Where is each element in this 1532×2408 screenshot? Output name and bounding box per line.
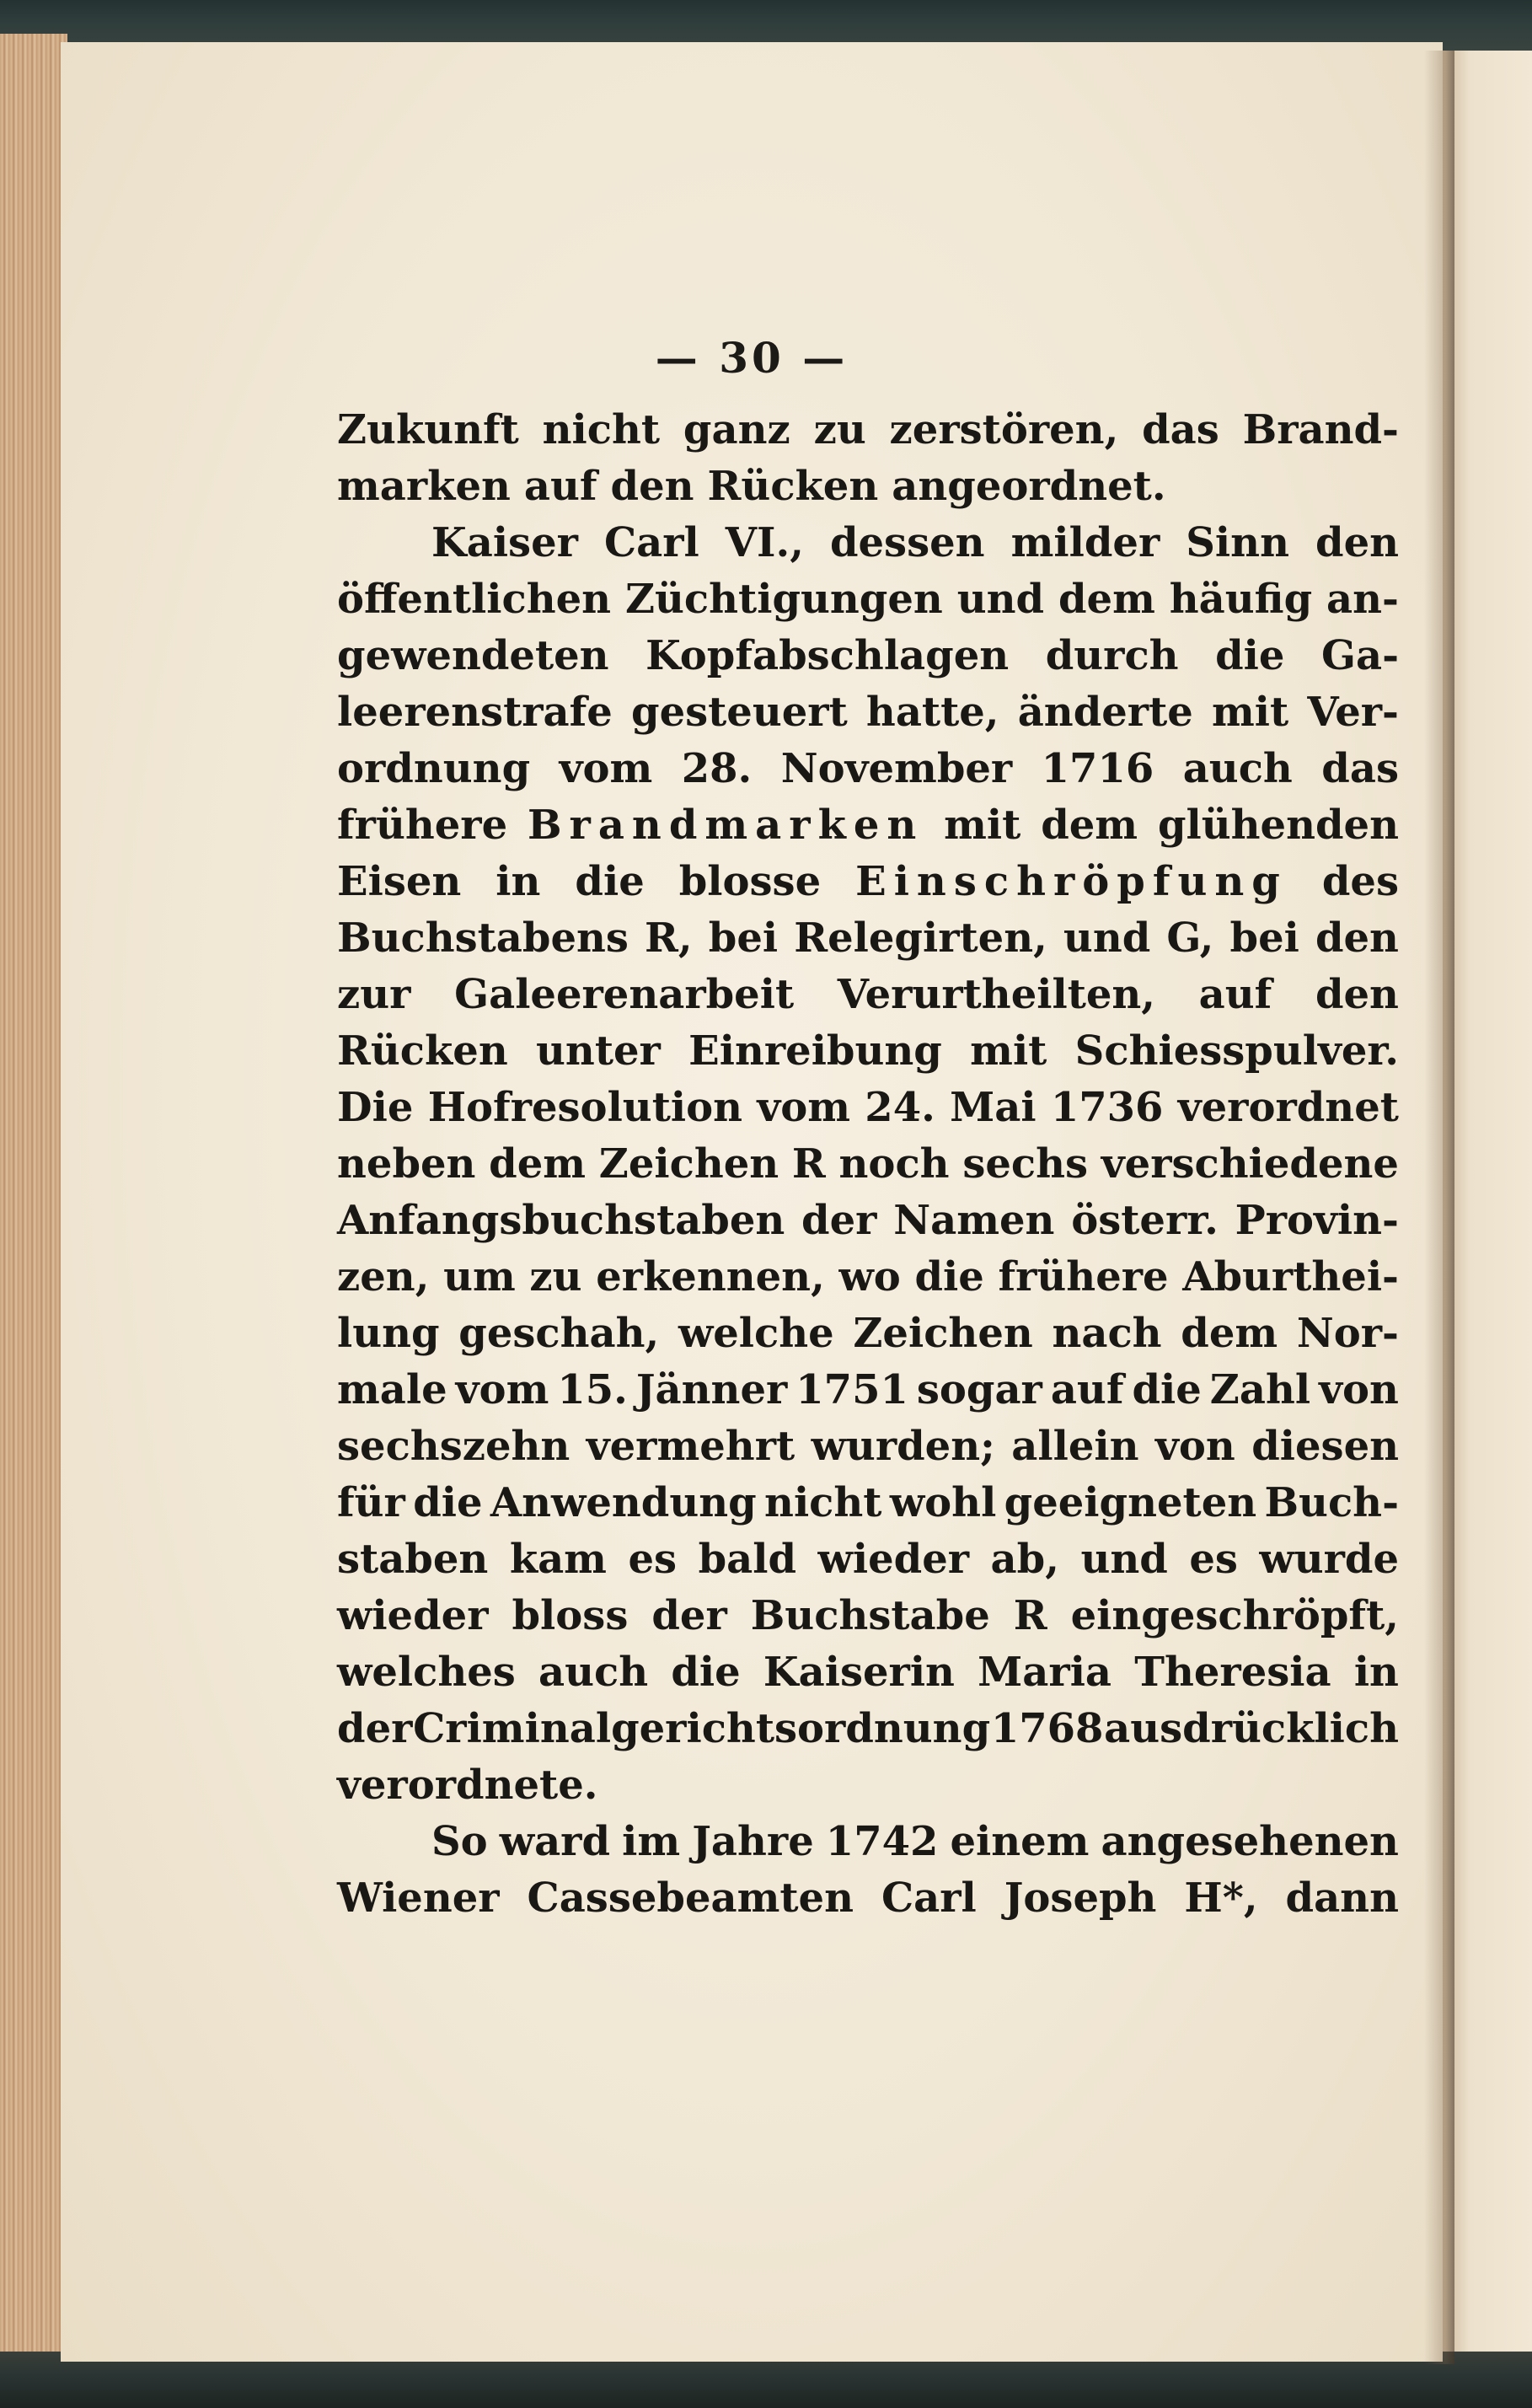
word: zu — [813, 406, 866, 453]
word: nicht — [764, 1479, 882, 1526]
word: ausdrücklich — [1104, 1705, 1399, 1752]
word: dessen — [829, 519, 985, 566]
word: geeigneten — [1004, 1479, 1257, 1526]
text-line — [337, 971, 1399, 1027]
word: wurde — [1259, 1536, 1399, 1583]
word: sogar — [916, 1366, 1042, 1413]
word: dem — [1041, 802, 1138, 849]
word: und — [1063, 914, 1151, 962]
word: mit — [970, 1027, 1047, 1075]
word: H*, — [1184, 1874, 1258, 1922]
word: wieder — [817, 1536, 970, 1583]
word: auch — [538, 1649, 649, 1696]
word: wo — [838, 1253, 901, 1301]
word: Maria — [978, 1649, 1112, 1696]
word: Aburthei- — [1182, 1253, 1399, 1301]
word: von — [1319, 1366, 1399, 1413]
word: hatte, — [865, 689, 999, 736]
word: 1768 — [990, 1705, 1104, 1752]
word: wieder — [337, 1592, 489, 1639]
word: Mai — [950, 1084, 1037, 1131]
word: gesteuert — [631, 689, 848, 736]
word: eingeschröpft, — [1070, 1592, 1399, 1639]
word: noch — [838, 1140, 950, 1188]
word: milder — [1010, 519, 1160, 566]
word: unter — [536, 1027, 661, 1075]
word: österr. — [1071, 1197, 1219, 1244]
word: Relegirten, — [794, 914, 1047, 962]
word: nicht — [542, 406, 661, 453]
word: wohl — [889, 1479, 997, 1526]
word: Buch- — [1264, 1479, 1399, 1526]
word: frühere — [337, 802, 508, 849]
word: male — [337, 1366, 447, 1413]
word: Carl — [881, 1874, 977, 1922]
word: Wiener — [337, 1874, 500, 1922]
word: mit — [1212, 689, 1289, 736]
word: auch — [1182, 745, 1293, 792]
word: vom — [757, 1084, 851, 1131]
word: 24. — [865, 1084, 935, 1131]
word: vom — [455, 1366, 549, 1413]
word: Joseph — [1004, 1874, 1157, 1922]
word: Anfangsbuchstaben — [337, 1197, 785, 1244]
word: die — [1132, 1366, 1202, 1413]
word: G, — [1166, 914, 1214, 962]
word: der — [651, 1592, 727, 1639]
word: Eisen — [337, 858, 462, 905]
word: Verurtheilten, — [837, 971, 1156, 1018]
word: Zahl — [1209, 1366, 1311, 1413]
word: bald — [698, 1536, 797, 1583]
word: von — [1154, 1423, 1235, 1470]
word: Zeichen — [853, 1310, 1033, 1357]
word: öffentlichen — [337, 576, 612, 623]
word: die — [413, 1479, 483, 1526]
word: den — [1315, 914, 1399, 962]
word: Cassebeamten — [527, 1874, 854, 1922]
word: marken — [337, 463, 511, 510]
word: welche — [678, 1310, 834, 1357]
word: Kopfabschlagen — [645, 632, 1010, 679]
word: sechs — [962, 1140, 1089, 1188]
word: 1716 — [1041, 745, 1154, 792]
word: gewendeten — [337, 632, 609, 679]
text-line — [337, 914, 1399, 971]
text-line — [337, 1253, 1399, 1310]
word: ordnung — [337, 745, 531, 792]
word: auf — [1050, 1366, 1124, 1413]
text-line — [337, 1874, 1399, 1931]
text-line — [337, 1423, 1399, 1479]
word: die — [1215, 632, 1285, 679]
word: VI., — [725, 519, 804, 566]
word: welches — [337, 1649, 516, 1696]
word: nach — [1052, 1310, 1162, 1357]
word: Jänner — [635, 1366, 788, 1413]
word: Nor- — [1296, 1310, 1399, 1357]
word: die — [671, 1649, 741, 1696]
text-line — [337, 1818, 1399, 1874]
word: angesehenen — [1101, 1818, 1399, 1865]
word: R, — [645, 914, 693, 962]
word: den — [1315, 971, 1399, 1018]
word: Ver- — [1307, 689, 1399, 736]
word: So — [431, 1818, 488, 1865]
word: blosse — [678, 858, 822, 905]
word: der — [801, 1197, 877, 1244]
text-line — [337, 1140, 1399, 1197]
text-line — [337, 1084, 1399, 1140]
word: lung — [337, 1310, 440, 1357]
word: zerstören, — [889, 406, 1119, 453]
word: vermehrt — [586, 1423, 795, 1470]
word: das — [1321, 745, 1399, 792]
word: dem — [489, 1140, 587, 1188]
word: November — [780, 745, 1013, 792]
word: änderte — [1017, 689, 1193, 736]
word: Namen — [893, 1197, 1055, 1244]
word: zen, — [337, 1253, 430, 1301]
text-line — [337, 1536, 1399, 1592]
word: Einschröpfung — [855, 858, 1288, 905]
text-line — [337, 576, 1399, 632]
word: frühere — [998, 1253, 1169, 1301]
word: diesen — [1251, 1423, 1399, 1470]
word: dem — [1058, 576, 1155, 623]
word: 28. — [681, 745, 753, 792]
word: ganz — [683, 406, 790, 453]
word: im — [622, 1818, 681, 1865]
word: der — [337, 1705, 413, 1752]
facing-page-edge — [1443, 51, 1532, 2364]
word: an- — [1326, 576, 1399, 623]
word: Anwendung — [490, 1479, 757, 1526]
word: R — [1013, 1592, 1047, 1639]
word: bloss — [512, 1592, 629, 1639]
text-line — [337, 406, 1399, 463]
word: Ga- — [1320, 632, 1399, 679]
word: es — [1189, 1536, 1238, 1583]
word: Rücken — [337, 1027, 508, 1075]
text-line — [337, 1310, 1399, 1366]
word: Rücken — [707, 463, 879, 510]
text-line — [337, 1762, 1399, 1818]
word: Buchstabens — [337, 914, 629, 962]
gutter-shadow — [1424, 51, 1454, 2364]
word: Brandmarken — [527, 802, 924, 849]
text-line — [337, 1366, 1399, 1423]
word: Die — [337, 1084, 414, 1131]
page-edges-left — [0, 34, 67, 2360]
page-number: — 30 — — [655, 333, 849, 383]
word: 15. — [557, 1366, 628, 1413]
word: für — [337, 1479, 405, 1526]
word: das — [1142, 406, 1219, 453]
word: glühenden — [1157, 802, 1399, 849]
word: Schiesspulver. — [1074, 1027, 1399, 1075]
word: dem — [1181, 1310, 1278, 1357]
word: es — [628, 1536, 678, 1583]
word: des — [1321, 858, 1399, 905]
text-line — [337, 802, 1399, 858]
word: Carl — [603, 519, 699, 566]
word: vom — [559, 745, 653, 792]
text-line — [337, 1705, 1399, 1762]
word: Galeerenarbeit — [454, 971, 795, 1018]
text-line — [337, 1649, 1399, 1705]
text-line — [337, 519, 1399, 576]
text-line — [337, 745, 1399, 802]
word: Einreibung — [688, 1027, 942, 1075]
word: staben — [337, 1536, 489, 1583]
word: die — [575, 858, 645, 905]
word: den — [1315, 519, 1399, 566]
word: in — [495, 858, 541, 905]
word: Criminalgerichtsordnung — [413, 1705, 991, 1752]
word: häufig — [1169, 576, 1313, 623]
word: wurden; — [811, 1423, 995, 1470]
word: 1751 — [795, 1366, 908, 1413]
text-line — [337, 689, 1399, 745]
word: neben — [337, 1140, 476, 1188]
text-line — [337, 463, 1399, 519]
word: zu — [529, 1253, 582, 1301]
word: 1736 — [1050, 1084, 1164, 1131]
word: auf — [523, 463, 597, 510]
word: Hofresolution — [427, 1084, 743, 1131]
word: erkennen, — [596, 1253, 825, 1301]
word: leerenstrafe — [337, 689, 613, 736]
word: dann — [1285, 1874, 1399, 1922]
book-page — [61, 42, 1443, 2362]
word: auf — [1198, 971, 1272, 1018]
text-line — [337, 1027, 1399, 1084]
word: verordnete. — [337, 1762, 598, 1809]
word: sechszehn — [337, 1423, 570, 1470]
word: bei — [708, 914, 779, 962]
word: R — [791, 1140, 826, 1188]
word: allein — [1011, 1423, 1139, 1470]
text-line — [337, 1592, 1399, 1649]
word: ab, — [990, 1536, 1059, 1583]
word: Buchstabe — [750, 1592, 990, 1639]
word: durch — [1045, 632, 1179, 679]
word: zur — [337, 971, 411, 1018]
word: Jahre — [692, 1818, 814, 1865]
word: und — [956, 576, 1045, 623]
word: 1742 — [825, 1818, 939, 1865]
word: geschah, — [458, 1310, 660, 1357]
word: verordnet — [1177, 1084, 1399, 1131]
word: in — [1353, 1649, 1399, 1696]
text-line — [337, 632, 1399, 689]
text-line — [337, 1197, 1399, 1253]
word: mit — [944, 802, 1021, 849]
word: einem — [950, 1818, 1090, 1865]
word: Provin- — [1235, 1197, 1399, 1244]
word: kam — [509, 1536, 607, 1583]
word: Züchtigungen — [624, 576, 943, 623]
word: Theresia — [1134, 1649, 1331, 1696]
word: den — [610, 463, 694, 510]
word: Sinn — [1186, 519, 1289, 566]
word: Kaiserin — [763, 1649, 955, 1696]
word: verschiedene — [1101, 1140, 1399, 1188]
word: Zukunft — [337, 406, 519, 453]
word: und — [1080, 1536, 1168, 1583]
word: angeordnet. — [892, 463, 1166, 510]
text-line — [337, 1479, 1399, 1536]
word: ward — [499, 1818, 611, 1865]
word: die — [914, 1253, 984, 1301]
text-line — [337, 858, 1399, 914]
word: bei — [1229, 914, 1299, 962]
word: Zeichen — [598, 1140, 779, 1188]
word: Brand- — [1242, 406, 1399, 453]
body-text — [337, 406, 1399, 1931]
word: Kaiser — [431, 519, 578, 566]
word: um — [443, 1253, 516, 1301]
